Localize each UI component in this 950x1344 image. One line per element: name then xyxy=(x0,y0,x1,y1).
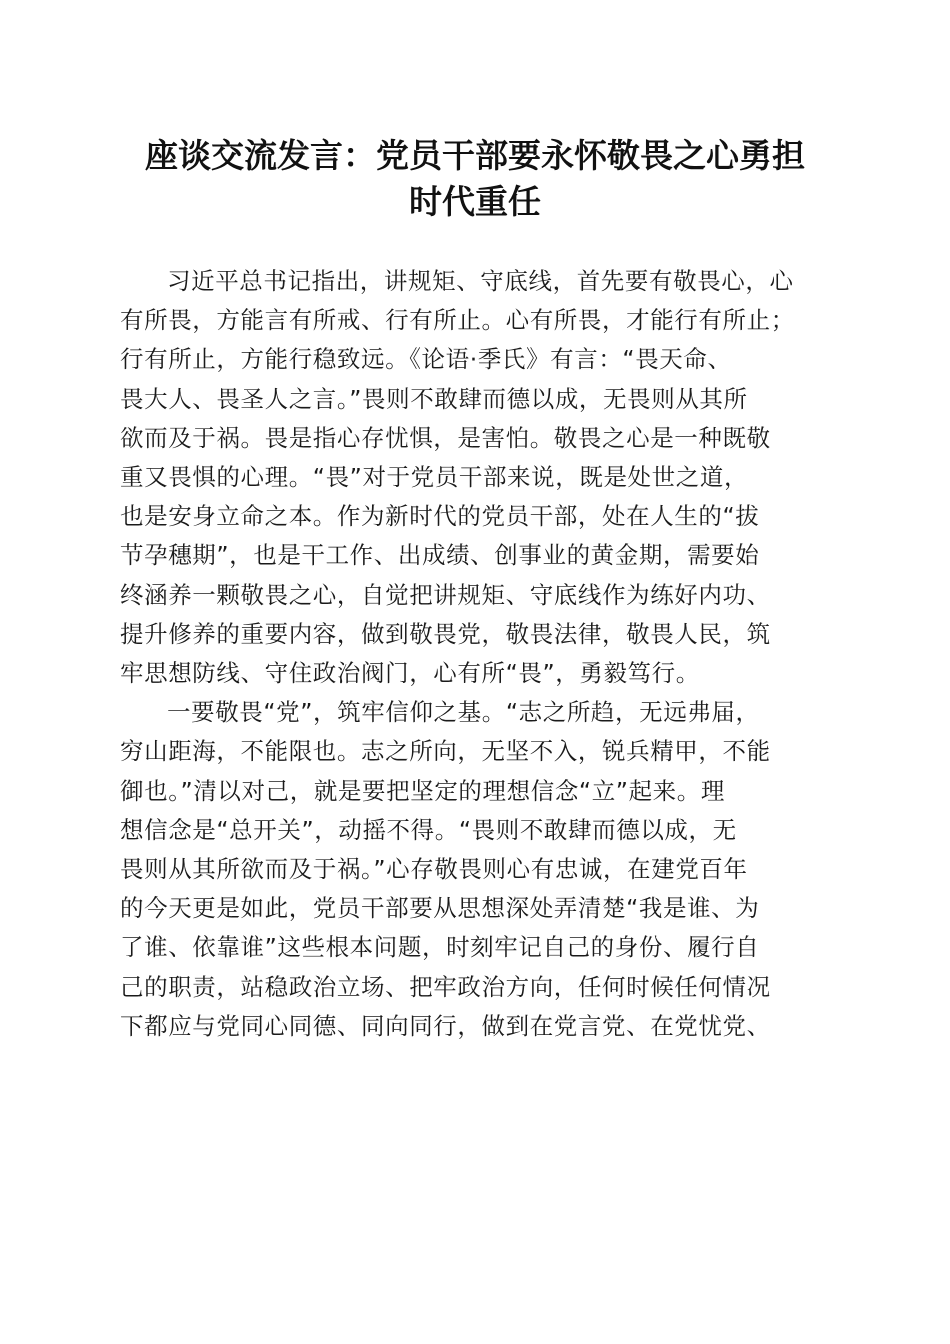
paragraph-line: 了谁、依靠谁”这些根本问题，时刻牢记自己的身份、履行自 xyxy=(120,933,760,962)
document-body xyxy=(120,262,832,1046)
paragraph-line: 行有所止，方能行稳致远。《论语·季氏》有言：“畏天命、 xyxy=(120,345,732,374)
paragraph-line: 想信念是“总开关”，动摇不得。“畏则不敢肆而德以成，无 xyxy=(120,815,737,844)
paragraph-line: 的今天更是如此，党员干部要从思想深处弄清楚“我是谁、为 xyxy=(120,894,760,923)
paragraph-line: 畏大人、畏圣人之言。”畏则不敢肆而德以成，无畏则从其所 xyxy=(120,384,748,413)
paragraph-line: 提升修养的重要内容，做到敬畏党，敬畏法律，敬畏人民，筑 xyxy=(120,619,771,648)
paragraph-1 xyxy=(120,262,832,693)
paragraph-line: 御也。”清以对己，就是要把坚定的理想信念“立”起来。理 xyxy=(120,776,725,805)
paragraph-line: 下都应与党同心同德、同向同行，做到在党言党、在党忧党、 xyxy=(120,1011,771,1040)
document-title xyxy=(110,133,840,225)
paragraph-line: 节孕穗期”，也是干工作、出成绩、创事业的黄金期，需要始 xyxy=(120,541,760,570)
paragraph-line: 一要敬畏“党”，筑牢信仰之基。“志之所趋，无远弗届， xyxy=(167,698,760,727)
title-line-1: 座谈交流发言：党员干部要永怀敬畏之心勇担 xyxy=(145,136,805,175)
title-line-2: 时代重任 xyxy=(409,182,541,221)
paragraph-line: 己的职责，站稳政治立场、把牢政治方向，任何时候任何情况 xyxy=(120,972,771,1001)
paragraph-line: 有所畏，方能言有所戒、行有所止。心有所畏，才能行有所止； xyxy=(120,306,795,335)
paragraph-2 xyxy=(120,693,832,1046)
paragraph-line: 习近平总书记指出，讲规矩、守底线，首先要有敬畏心，心 xyxy=(167,267,794,295)
paragraph-line: 欲而及于祸。畏是指心存忧惧，是害怕。敬畏之心是一种既敬 xyxy=(120,423,771,452)
paragraph-line: 终涵养一颗敬畏之心，自觉把讲规矩、守底线作为练好内功、 xyxy=(120,580,771,609)
paragraph-line: 穷山距海，不能限也。志之所向，无坚不入，锐兵精甲，不能 xyxy=(120,737,771,766)
paragraph-line: 畏则从其所欲而及于祸。”心存敬畏则心有忠诚，在建党百年 xyxy=(120,855,748,884)
paragraph-line: 也是安身立命之本。作为新时代的党员干部，处在人生的“拔 xyxy=(120,502,760,531)
paragraph-line: 牢思想防线、守住政治阀门，心有所“畏”，勇毅笃行。 xyxy=(120,659,700,688)
paragraph-line: 重又畏惧的心理。“畏”对于党员干部来说，既是处世之道， xyxy=(120,463,749,492)
